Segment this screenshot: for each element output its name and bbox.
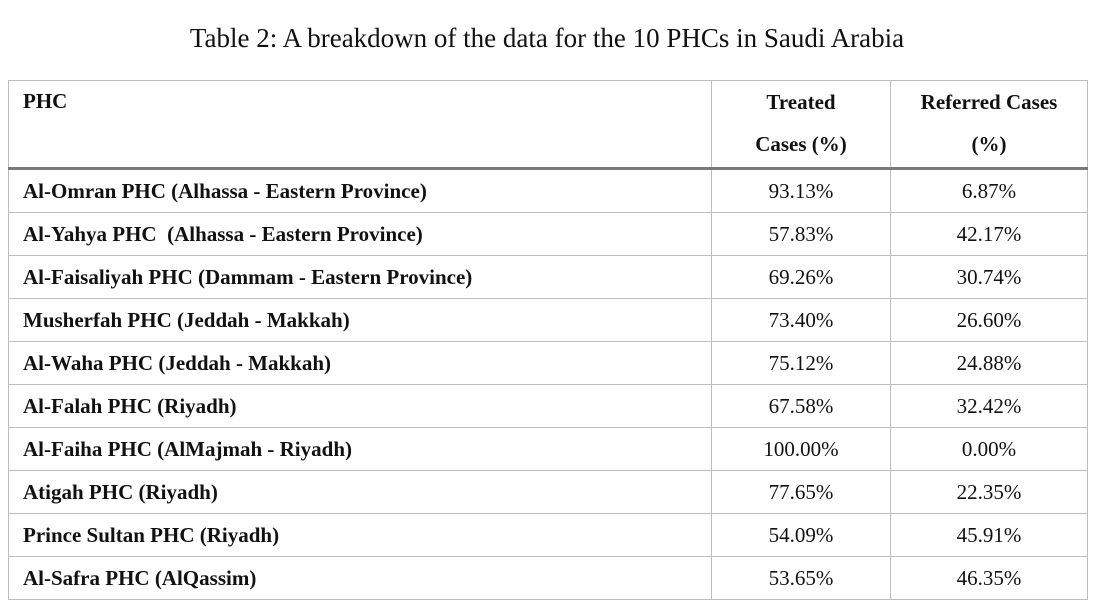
table-row bbox=[9, 471, 1088, 514]
cell-treated: 100.00% bbox=[712, 428, 891, 471]
cell-phc: Al-Omran PHC (Alhassa - Eastern Province) bbox=[9, 169, 712, 213]
cell-phc: Al-Safra PHC (AlQassim) bbox=[9, 557, 712, 600]
cell-treated: 77.65% bbox=[712, 471, 891, 514]
cell-treated: 57.83% bbox=[712, 213, 891, 256]
table-row bbox=[9, 514, 1088, 557]
header-phc-label: PHC bbox=[23, 89, 68, 113]
cell-referred: 42.17% bbox=[891, 213, 1088, 256]
cell-referred: 6.87% bbox=[891, 169, 1088, 213]
table-row bbox=[9, 342, 1088, 385]
table-body bbox=[9, 169, 1088, 600]
table-row bbox=[9, 299, 1088, 342]
cell-referred: 24.88% bbox=[891, 342, 1088, 385]
cell-treated: 93.13% bbox=[712, 169, 891, 213]
table-row bbox=[9, 428, 1088, 471]
cell-referred: 45.91% bbox=[891, 514, 1088, 557]
header-referred-line2: (%) bbox=[971, 132, 1007, 156]
cell-referred: 0.00% bbox=[891, 428, 1088, 471]
cell-phc: Al-Yahya PHC (Alhassa - Eastern Province) bbox=[9, 213, 712, 256]
cell-phc: Al-Faiha PHC (AlMajmah - Riyadh) bbox=[9, 428, 712, 471]
header-treated-cases bbox=[712, 81, 891, 169]
cell-phc: Musherfah PHC (Jeddah - Makkah) bbox=[9, 299, 712, 342]
cell-referred: 30.74% bbox=[891, 256, 1088, 299]
table-row bbox=[9, 385, 1088, 428]
cell-phc: Al-Faisaliyah PHC (Dammam - Eastern Province) bbox=[9, 256, 712, 299]
cell-referred: 26.60% bbox=[891, 299, 1088, 342]
cell-treated: 67.58% bbox=[712, 385, 891, 428]
header-treated-line1: Treated bbox=[766, 90, 836, 114]
cell-referred: 22.35% bbox=[891, 471, 1088, 514]
header-phc bbox=[9, 81, 712, 169]
cell-referred: 32.42% bbox=[891, 385, 1088, 428]
cell-treated: 75.12% bbox=[712, 342, 891, 385]
cell-phc: Al-Waha PHC (Jeddah - Makkah) bbox=[9, 342, 712, 385]
table-row bbox=[9, 557, 1088, 600]
cell-phc: Atigah PHC (Riyadh) bbox=[9, 471, 712, 514]
cell-treated: 73.40% bbox=[712, 299, 891, 342]
cell-treated: 69.26% bbox=[712, 256, 891, 299]
table-caption: Table 2: A breakdown of the data for the 10 PHCs in Saudi Arabia bbox=[189, 23, 905, 53]
phc-data-table bbox=[8, 80, 1088, 600]
cell-treated: 53.65% bbox=[712, 557, 891, 600]
header-referred-line1: Referred Cases bbox=[920, 90, 1058, 114]
table-row bbox=[9, 213, 1088, 256]
cell-phc: Al-Falah PHC (Riyadh) bbox=[9, 385, 712, 428]
table-row bbox=[9, 256, 1088, 299]
cell-treated: 54.09% bbox=[712, 514, 891, 557]
cell-referred: 46.35% bbox=[891, 557, 1088, 600]
table-row bbox=[9, 169, 1088, 213]
table-header bbox=[9, 81, 1088, 169]
header-referred-cases bbox=[891, 81, 1088, 169]
header-row bbox=[9, 81, 1088, 169]
header-treated-line2: Cases (%) bbox=[755, 132, 847, 156]
cell-phc: Prince Sultan PHC (Riyadh) bbox=[9, 514, 712, 557]
